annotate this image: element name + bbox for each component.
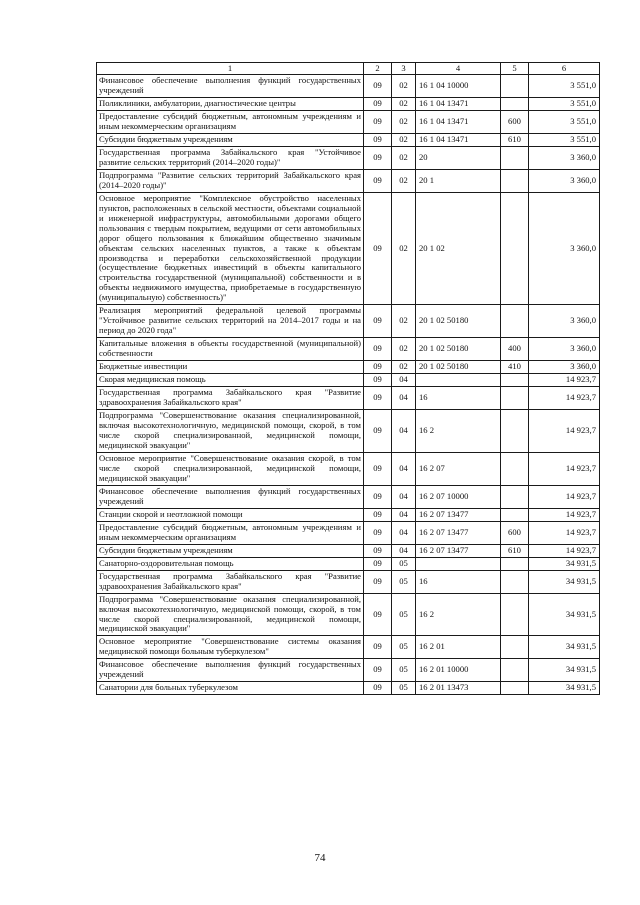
row-target-code: 16 2 07 13477	[416, 544, 501, 557]
row-code-2: 09	[364, 682, 392, 695]
row-expense-type	[501, 374, 529, 387]
table-row	[97, 521, 600, 544]
row-expense-type: 610	[501, 133, 529, 146]
row-name: Санаторно-оздоровительная помощь	[97, 557, 364, 570]
row-code-3: 02	[392, 146, 416, 169]
row-expense-type	[501, 452, 529, 485]
row-expense-type	[501, 636, 529, 659]
row-code-3: 02	[392, 110, 416, 133]
row-name: Санатории для больных туберкулезом	[97, 682, 364, 695]
row-code-3: 04	[392, 374, 416, 387]
row-name: Субсидии бюджетным учреждениям	[97, 133, 364, 146]
row-target-code: 20	[416, 146, 501, 169]
row-amount: 14 923,7	[529, 521, 600, 544]
row-code-3: 04	[392, 452, 416, 485]
row-expense-type: 600	[501, 110, 529, 133]
table-row	[97, 361, 600, 374]
row-target-code: 16 2 01 10000	[416, 659, 501, 682]
row-amount: 3 551,0	[529, 97, 600, 110]
column-header-1: 1	[97, 63, 364, 75]
row-expense-type	[501, 485, 529, 508]
row-code-3: 05	[392, 593, 416, 636]
row-amount: 34 931,5	[529, 570, 600, 593]
row-code-3: 04	[392, 387, 416, 410]
row-amount: 3 551,0	[529, 75, 600, 98]
row-expense-type	[501, 387, 529, 410]
row-target-code	[416, 557, 501, 570]
table-row	[97, 659, 600, 682]
row-target-code: 20 1 02 50180	[416, 338, 501, 361]
row-expense-type: 400	[501, 338, 529, 361]
row-code-2: 09	[364, 636, 392, 659]
row-code-3: 02	[392, 75, 416, 98]
table-row	[97, 387, 600, 410]
row-expense-type	[501, 659, 529, 682]
table-row	[97, 485, 600, 508]
row-name: Основное мероприятие "Комплексное обустройство населенных пунктов, расположенных в сельской местности, объектами социальной и инженерной инфраструктуры, автомобильными дорогами общего пользования с твердым покрытием, ведущими от сети автомобильных дорог общего пользования к ближайшим общественно значимым объектам сельских населенных пунктов, а также к объектам производства и переработки сельскохозяйственной продукции (осуществление бюджетных инвестиций в объекты капитального строительства государственной (муниципальной) собственности и в объекты недвижимого имущества, приобретаемые в государственную (муниципальную) собственность)"	[97, 192, 364, 305]
table-header-row	[97, 63, 600, 75]
table-row	[97, 338, 600, 361]
table-row	[97, 133, 600, 146]
row-code-2: 09	[364, 146, 392, 169]
row-code-2: 09	[364, 387, 392, 410]
row-target-code: 20 1 02 50180	[416, 305, 501, 338]
row-amount: 3 360,0	[529, 146, 600, 169]
row-code-2: 09	[364, 305, 392, 338]
row-code-3: 02	[392, 133, 416, 146]
row-amount: 3 360,0	[529, 305, 600, 338]
row-code-2: 09	[364, 374, 392, 387]
table-row	[97, 146, 600, 169]
row-expense-type	[501, 508, 529, 521]
row-amount: 3 360,0	[529, 338, 600, 361]
row-code-2: 09	[364, 593, 392, 636]
row-amount: 14 923,7	[529, 544, 600, 557]
row-code-2: 09	[364, 97, 392, 110]
row-code-2: 09	[364, 75, 392, 98]
row-code-2: 09	[364, 133, 392, 146]
row-code-2: 09	[364, 485, 392, 508]
row-code-3: 04	[392, 485, 416, 508]
row-target-code: 20 1 02 50180	[416, 361, 501, 374]
row-code-3: 02	[392, 338, 416, 361]
row-name: Реализация мероприятий федеральной целевой программы "Устойчивое развитие сельских территорий на 2014–2017 годы и на период до 2020 года"	[97, 305, 364, 338]
row-name: Финансовое обеспечение выполнения функций государственных учреждений	[97, 75, 364, 98]
row-name: Подпрограмма "Развитие сельских территорий Забайкальского края (2014–2020 годы)"	[97, 169, 364, 192]
row-name: Государственная программа Забайкальского края "Развитие здравоохранения Забайкальского края"	[97, 570, 364, 593]
row-name: Скорая медицинская помощь	[97, 374, 364, 387]
row-target-code: 16 1 04 13471	[416, 133, 501, 146]
row-amount: 14 923,7	[529, 374, 600, 387]
row-amount: 14 923,7	[529, 410, 600, 453]
row-name: Финансовое обеспечение выполнения функций государственных учреждений	[97, 659, 364, 682]
table-row	[97, 636, 600, 659]
row-expense-type: 610	[501, 544, 529, 557]
row-expense-type	[501, 146, 529, 169]
row-code-2: 09	[364, 338, 392, 361]
row-name: Бюджетные инвестиции	[97, 361, 364, 374]
page-number: 74	[314, 852, 326, 864]
row-target-code: 16 2	[416, 593, 501, 636]
row-code-3: 02	[392, 361, 416, 374]
table-row	[97, 508, 600, 521]
column-header-2: 2	[364, 63, 392, 75]
table-body	[97, 75, 600, 695]
row-code-3: 02	[392, 169, 416, 192]
row-code-3: 04	[392, 544, 416, 557]
row-amount: 14 923,7	[529, 387, 600, 410]
row-expense-type	[501, 169, 529, 192]
row-amount: 3 360,0	[529, 192, 600, 305]
row-expense-type	[501, 305, 529, 338]
table-row	[97, 593, 600, 636]
row-code-3: 02	[392, 97, 416, 110]
table-row	[97, 374, 600, 387]
row-code-2: 09	[364, 110, 392, 133]
row-code-2: 09	[364, 544, 392, 557]
row-amount: 3 360,0	[529, 169, 600, 192]
row-target-code: 16 2	[416, 410, 501, 453]
row-target-code: 16 1 04 10000	[416, 75, 501, 98]
row-code-2: 09	[364, 521, 392, 544]
row-amount: 3 551,0	[529, 110, 600, 133]
row-amount: 34 931,5	[529, 636, 600, 659]
row-target-code: 20 1	[416, 169, 501, 192]
row-name: Финансовое обеспечение выполнения функций государственных учреждений	[97, 485, 364, 508]
row-expense-type	[501, 570, 529, 593]
row-amount: 34 931,5	[529, 593, 600, 636]
row-target-code: 16 2 07	[416, 452, 501, 485]
row-target-code: 16 1 04 13471	[416, 97, 501, 110]
row-name: Основное мероприятие "Совершенствование системы оказания медицинской помощи больным туберкулезом"	[97, 636, 364, 659]
table-row	[97, 192, 600, 305]
row-code-3: 05	[392, 570, 416, 593]
table-row	[97, 452, 600, 485]
row-target-code: 16 2 07 10000	[416, 485, 501, 508]
row-code-3: 04	[392, 521, 416, 544]
row-target-code: 20 1 02	[416, 192, 501, 305]
row-name: Субсидии бюджетным учреждениям	[97, 544, 364, 557]
column-header-6: 6	[529, 63, 600, 75]
row-name: Капитальные вложения в объекты государственной (муниципальной) собственности	[97, 338, 364, 361]
row-expense-type	[501, 192, 529, 305]
row-code-3: 04	[392, 508, 416, 521]
row-expense-type: 410	[501, 361, 529, 374]
table-row	[97, 75, 600, 98]
row-code-2: 09	[364, 361, 392, 374]
table-row	[97, 305, 600, 338]
row-expense-type	[501, 593, 529, 636]
row-code-3: 04	[392, 410, 416, 453]
row-code-2: 09	[364, 557, 392, 570]
table-row	[97, 410, 600, 453]
row-amount: 34 931,5	[529, 682, 600, 695]
row-code-2: 09	[364, 452, 392, 485]
row-expense-type	[501, 97, 529, 110]
table-row	[97, 557, 600, 570]
column-header-5: 5	[501, 63, 529, 75]
row-name: Государственная программа Забайкальского края "Устойчивое развитие сельских территорий (2014–2020 годы)"	[97, 146, 364, 169]
row-amount: 14 923,7	[529, 508, 600, 521]
row-name: Поликлиники, амбулатории, диагностические центры	[97, 97, 364, 110]
row-name: Подпрограмма "Совершенствование оказания специализированной, включая высокотехнологичную, медицинской помощи, скорой, в том числе скорой специализированной, медицинской помощи, медицинской эвакуации"	[97, 410, 364, 453]
row-name: Подпрограмма "Совершенствование оказания специализированной, включая высокотехнологичную, медицинской помощи, скорой, в том числе скорой специализированной, медицинской помощи, медицинской эвакуации"	[97, 593, 364, 636]
row-target-code: 16 2 07 13477	[416, 521, 501, 544]
row-name: Предоставление субсидий бюджетным, автономным учреждениям и иным некоммерческим организациям	[97, 110, 364, 133]
row-expense-type: 600	[501, 521, 529, 544]
table-row	[97, 570, 600, 593]
row-code-3: 02	[392, 192, 416, 305]
row-expense-type	[501, 557, 529, 570]
table-row	[97, 682, 600, 695]
row-target-code: 16	[416, 387, 501, 410]
row-code-2: 09	[364, 169, 392, 192]
row-target-code: 16	[416, 570, 501, 593]
row-code-3: 02	[392, 305, 416, 338]
row-target-code: 16 1 04 13471	[416, 110, 501, 133]
budget-table	[96, 62, 600, 695]
row-name: Основное мероприятие "Совершенствование оказания скорой, в том числе скорой специализированной, медицинской помощи, медицинской эвакуации"	[97, 452, 364, 485]
row-amount: 3 551,0	[529, 133, 600, 146]
column-header-4: 4	[416, 63, 501, 75]
row-code-2: 09	[364, 192, 392, 305]
column-header-3: 3	[392, 63, 416, 75]
table-row	[97, 97, 600, 110]
row-amount: 34 931,5	[529, 557, 600, 570]
row-code-3: 05	[392, 659, 416, 682]
row-target-code: 16 2 01 13473	[416, 682, 501, 695]
row-target-code: 16 2 01	[416, 636, 501, 659]
row-code-2: 09	[364, 508, 392, 521]
row-target-code	[416, 374, 501, 387]
row-code-2: 09	[364, 659, 392, 682]
row-target-code: 16 2 07 13477	[416, 508, 501, 521]
row-amount: 3 360,0	[529, 361, 600, 374]
row-name: Предоставление субсидий бюджетным, автономным учреждениям и иным некоммерческим организациям	[97, 521, 364, 544]
table-row	[97, 169, 600, 192]
row-code-3: 05	[392, 682, 416, 695]
row-code-3: 05	[392, 557, 416, 570]
row-name: Станции скорой и неотложной помощи	[97, 508, 364, 521]
table-row	[97, 110, 600, 133]
row-amount: 14 923,7	[529, 452, 600, 485]
row-amount: 34 931,5	[529, 659, 600, 682]
row-amount: 14 923,7	[529, 485, 600, 508]
row-expense-type	[501, 682, 529, 695]
row-name: Государственная программа Забайкальского края "Развитие здравоохранения Забайкальского края"	[97, 387, 364, 410]
row-expense-type	[501, 410, 529, 453]
table-row	[97, 544, 600, 557]
row-code-2: 09	[364, 570, 392, 593]
row-code-2: 09	[364, 410, 392, 453]
row-code-3: 05	[392, 636, 416, 659]
row-expense-type	[501, 75, 529, 98]
